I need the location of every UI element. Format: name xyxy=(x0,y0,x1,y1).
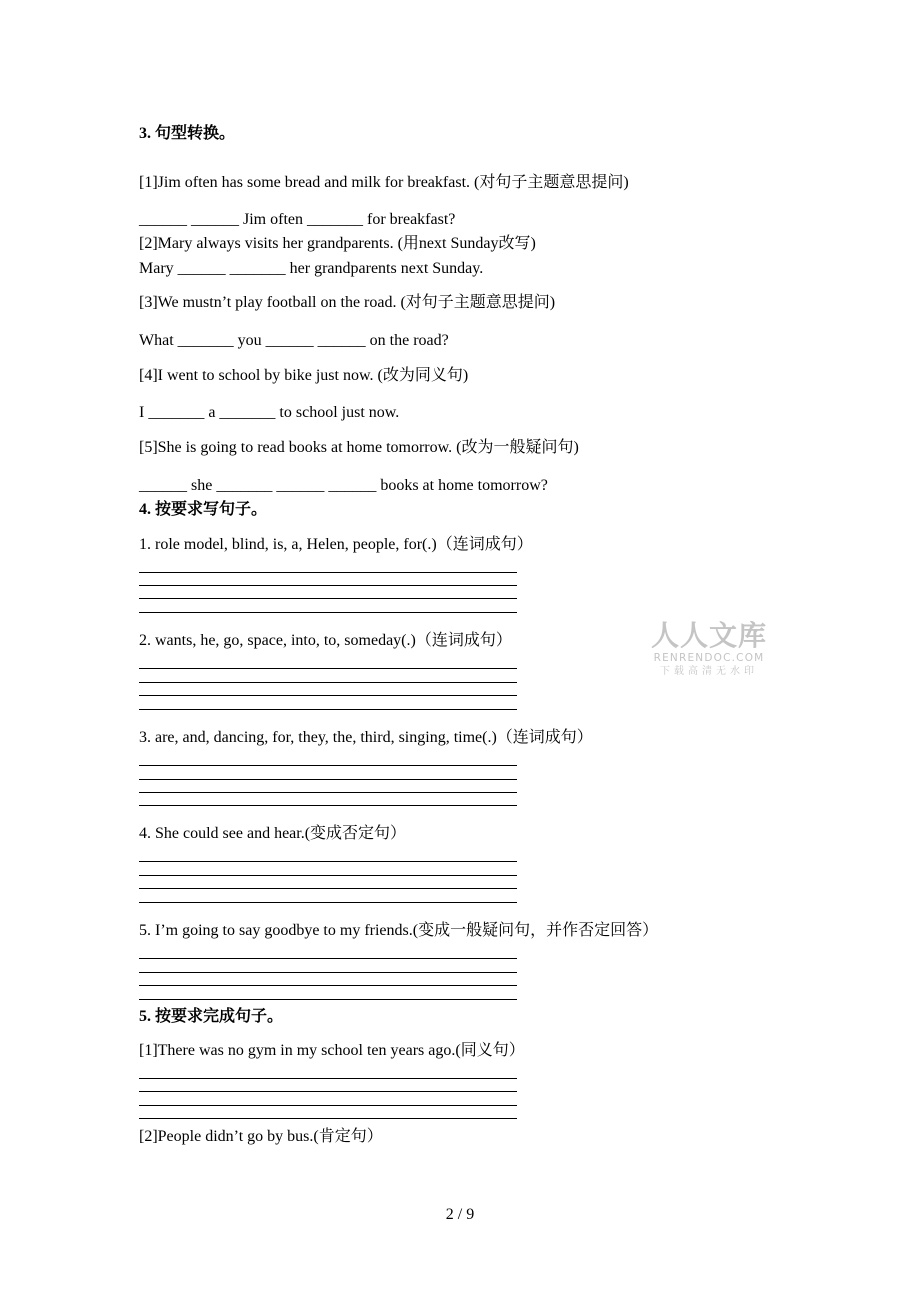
question-4-5: 5. I’m going to say goodbye to my friends.(变成一般疑问句，并作否定回答） xyxy=(139,922,659,939)
question-3-2: [2]Mary always visits her grandparents. (用next Sunday改写) xyxy=(139,235,536,252)
answer-line xyxy=(139,585,517,586)
answer-line xyxy=(139,792,517,793)
answer-3-1: ______ ______ Jim often _______ for breakfast? xyxy=(139,211,456,228)
watermark-title: 人人文库 xyxy=(650,619,767,652)
watermark-logo xyxy=(646,620,772,678)
question-5-1: [1]There was no gym in my school ten years ago.(同义句） xyxy=(139,1042,525,1059)
answer-line xyxy=(139,875,517,876)
answer-line xyxy=(139,695,517,696)
answer-line xyxy=(139,1078,517,1079)
answer-line xyxy=(139,902,517,903)
watermark-url: RENRENDOC.COM xyxy=(653,652,765,664)
answer-line xyxy=(139,709,517,710)
question-3-1: [1]Jim often has some bread and milk for breakfast. (对句子主题意思提问) xyxy=(139,174,629,191)
answer-line xyxy=(139,598,517,599)
question-3-4: [4]I went to school by bike just now. (改为同义句) xyxy=(139,367,469,384)
answer-3-5: ______ she _______ ______ ______ books at home tomorrow? xyxy=(139,477,548,494)
answer-line xyxy=(139,668,517,669)
answer-line xyxy=(139,1105,517,1106)
section-4-heading: 4. 按要求写句子。 xyxy=(139,501,268,518)
answer-line xyxy=(139,779,517,780)
question-4-1: 1. role model, blind, is, a, Helen, people, for(.)（连词成句） xyxy=(139,536,533,553)
watermark-subtitle: 下载高清无水印 xyxy=(660,666,758,677)
question-3-3: [3]We mustn’t play football on the road. (对句子主题意思提问) xyxy=(139,294,556,311)
answer-line xyxy=(139,861,517,862)
answer-line xyxy=(139,958,517,959)
answer-line xyxy=(139,805,517,806)
question-4-3: 3. are, and, dancing, for, they, the, third, singing, time(.)（连词成句） xyxy=(139,729,593,746)
section-5-heading: 5. 按要求完成句子。 xyxy=(139,1008,284,1025)
answer-line xyxy=(139,985,517,986)
answer-line xyxy=(139,682,517,683)
answer-line xyxy=(139,612,517,613)
answer-line xyxy=(139,888,517,889)
answer-3-4: I _______ a _______ to school just now. xyxy=(139,404,400,421)
answer-3-3: What _______ you ______ ______ on the road? xyxy=(139,332,449,349)
question-3-5: [5]She is going to read books at home tomorrow. (改为一般疑问句) xyxy=(139,439,579,456)
answer-line xyxy=(139,572,517,573)
answer-line xyxy=(139,1091,517,1092)
question-5-2: [2]People didn’t go by bus.(肯定句） xyxy=(139,1128,383,1145)
answer-line xyxy=(139,999,517,1000)
answer-line xyxy=(139,972,517,973)
page-number: 2 / 9 xyxy=(445,1206,475,1223)
section-3-heading: 3. 句型转换。 xyxy=(139,125,236,142)
answer-line xyxy=(139,1118,517,1119)
answer-3-2: Mary ______ _______ her grandparents next Sunday. xyxy=(139,260,484,277)
question-4-2: 2. wants, he, go, space, into, to, someday(.)（连词成句） xyxy=(139,632,512,649)
answer-line xyxy=(139,765,517,766)
question-4-4: 4. She could see and hear.(变成否定句） xyxy=(139,825,407,842)
